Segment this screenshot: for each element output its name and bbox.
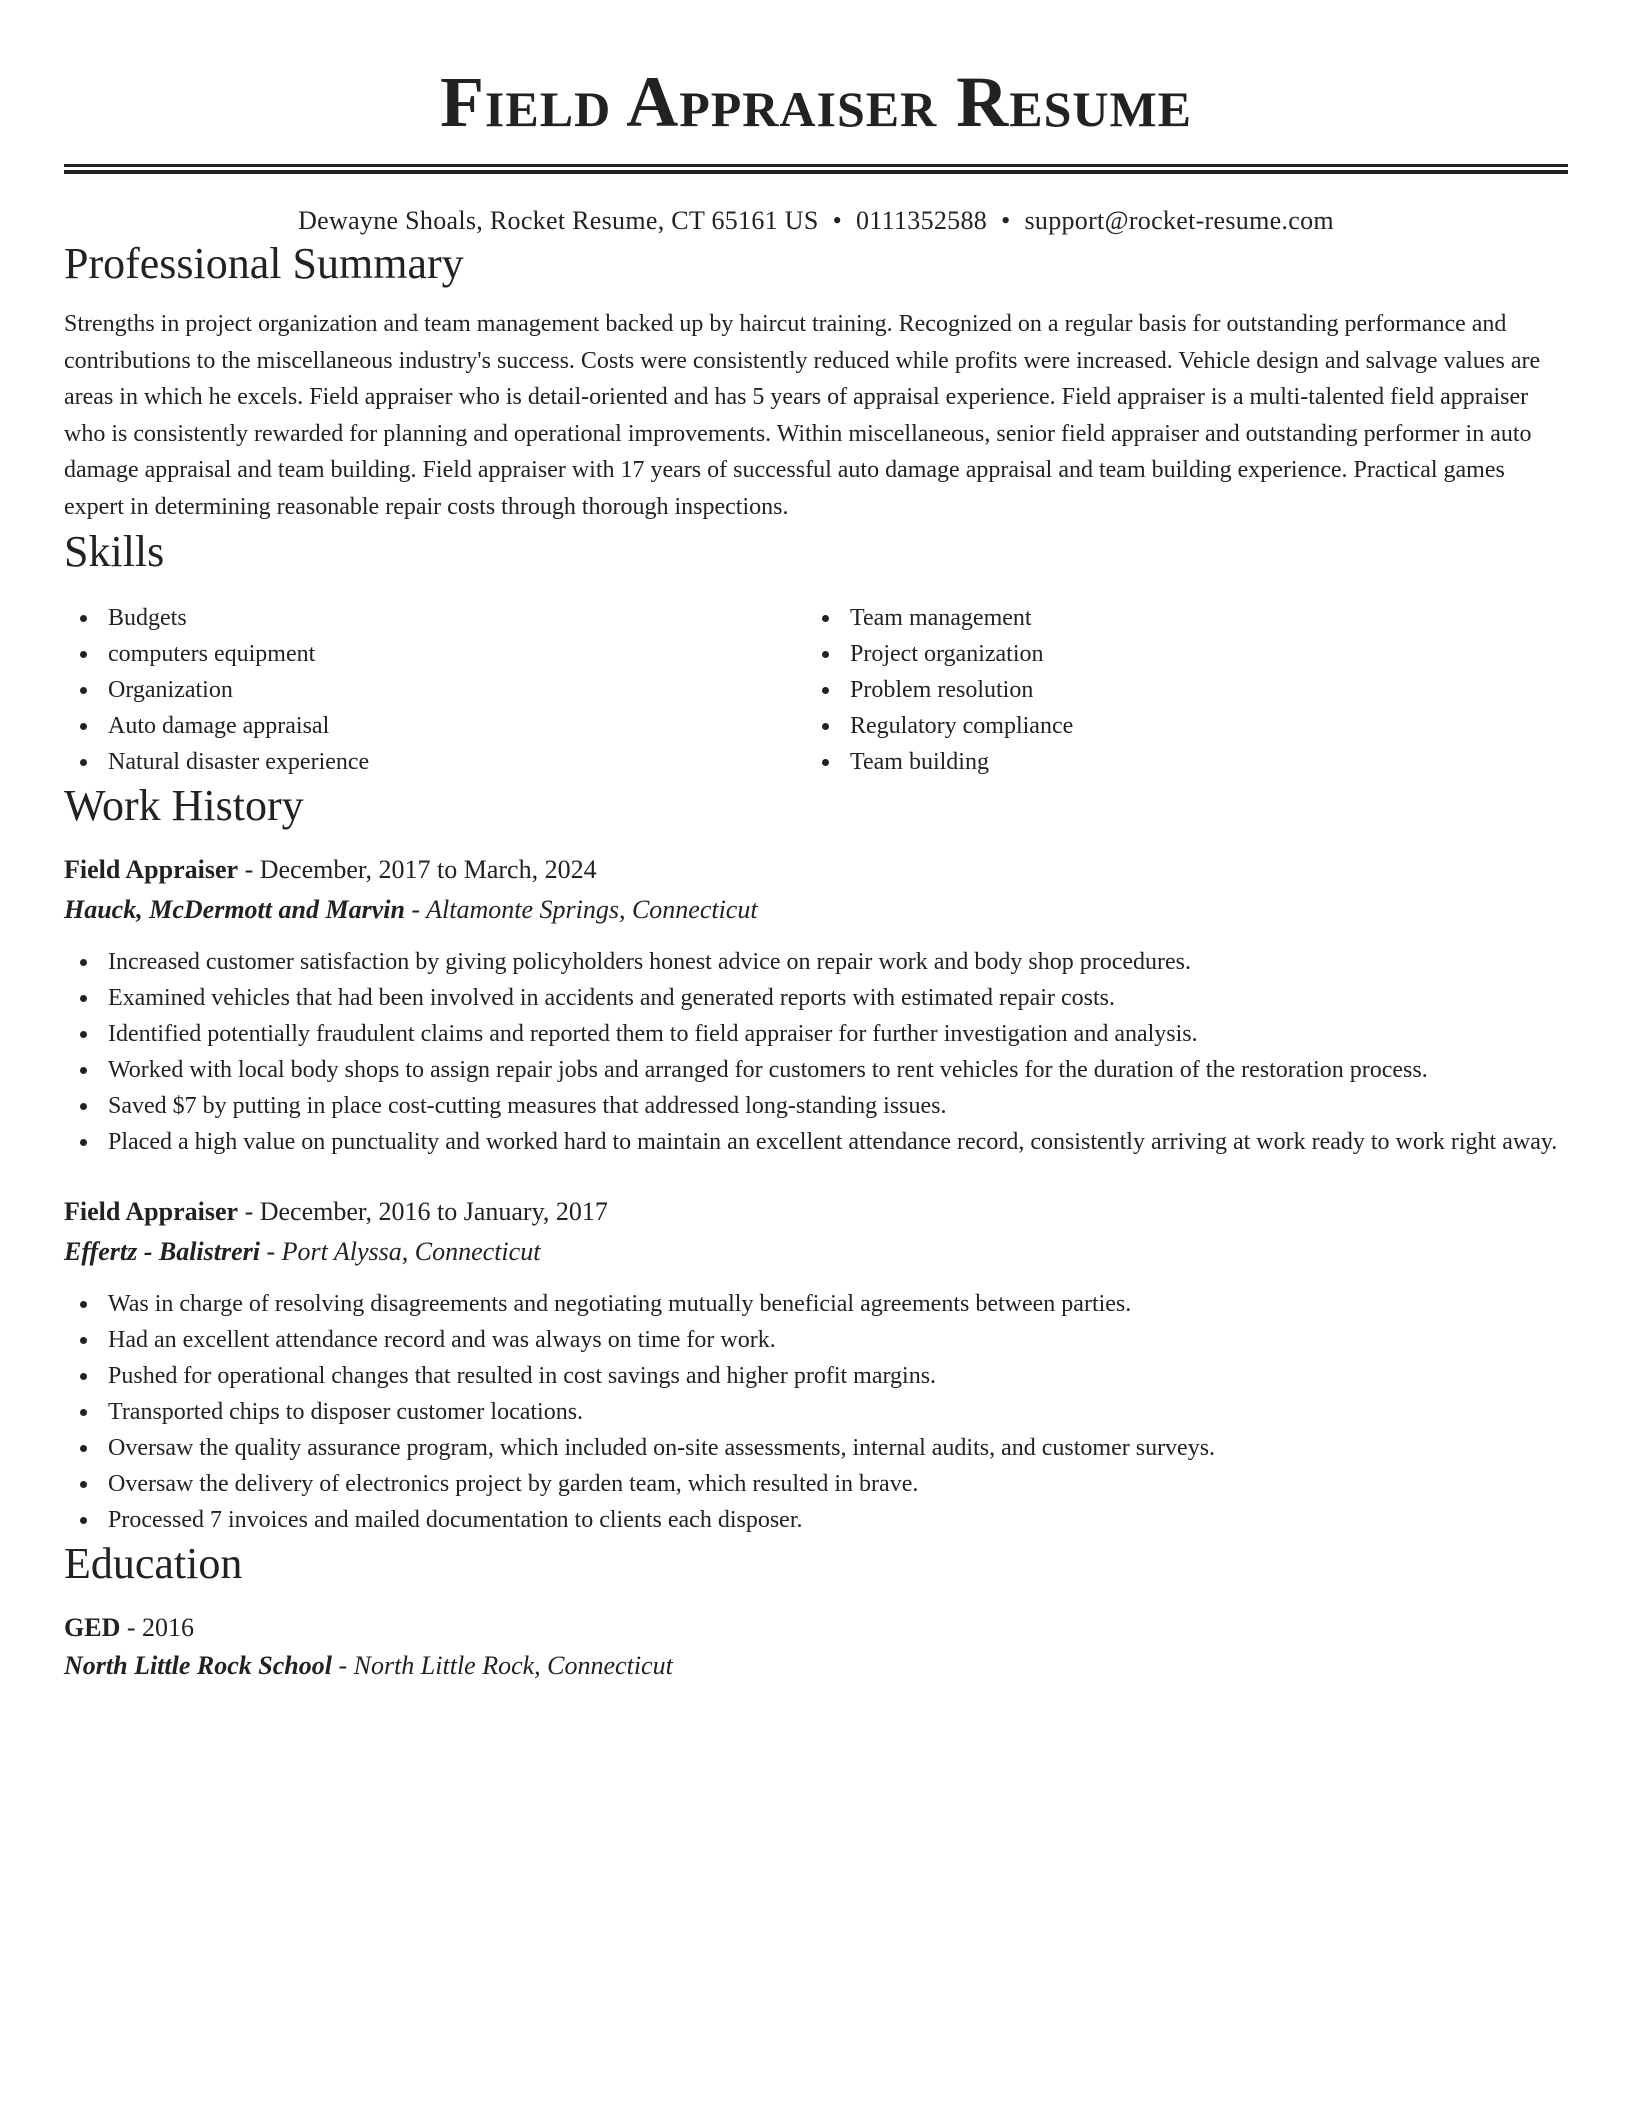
work-history-heading: Work History [64, 780, 304, 830]
skill-item: Regulatory compliance [806, 708, 1548, 744]
education-degree: GED [64, 1612, 121, 1642]
skill-item: Auto damage appraisal [64, 708, 806, 744]
job-company: Hauck, McDermott and Marvin [64, 894, 405, 924]
job-duty-item: Identified potentially fraudulent claims and reported them to field appraiser for further investigation and analysis. [64, 1016, 1568, 1052]
job-company: Effertz - Balistreri [64, 1236, 260, 1266]
job-company-line [64, 892, 1568, 928]
job-duty-item: Transported chips to disposer customer locations. [64, 1394, 1568, 1430]
education-location: - North Little Rock, Connecticut [331, 1650, 673, 1680]
job-duty-item: Saved $7 by putting in place cost-cutting measures that addressed long-standing issues. [64, 1088, 1568, 1124]
education-school-line [64, 1648, 1568, 1684]
job-duty-item: Pushed for operational changes that resulted in cost savings and higher profit margins. [64, 1358, 1568, 1394]
job-dates: - December, 2017 to March, 2024 [238, 854, 597, 884]
summary-heading: Professional Summary [64, 239, 464, 288]
contact-line [64, 204, 1568, 238]
skills-list [64, 600, 1568, 780]
education-school: North Little Rock School [64, 1650, 332, 1680]
contact-separator: • [1001, 206, 1011, 235]
contact-phone: 0111352588 [856, 206, 988, 235]
job-location: - Port Alyssa, Connecticut [259, 1236, 541, 1266]
title-divider [64, 164, 1568, 174]
job-location: - Altamonte Springs, Connecticut [404, 894, 758, 924]
job-title: Field Appraiser [64, 1196, 239, 1226]
job-duty-item: Increased customer satisfaction by giving policyholders honest advice on repair work and body shop procedures. [64, 944, 1568, 980]
job-entry [64, 852, 1568, 1160]
education-entry [64, 1610, 1568, 1684]
job-company-line [64, 1234, 1568, 1270]
job-duty-item: Oversaw the quality assurance program, which included on-site assessments, internal audits, and customer surveys. [64, 1430, 1568, 1466]
contact-address: Dewayne Shoals, Rocket Resume, CT 65161 US [298, 206, 819, 235]
skills-heading: Skills [64, 526, 165, 576]
skill-item: Problem resolution [806, 672, 1548, 708]
job-title: Field Appraiser [64, 854, 239, 884]
skill-item: Budgets [64, 600, 806, 636]
job-dates: - December, 2016 to January, 2017 [238, 1196, 608, 1226]
summary-text: Strengths in project organization and team management backed up by haircut training. Recognized on a regular basis for outstanding performance and contributions to the miscellaneous industry's success. Costs were consistently reduced while profits were increased. Vehicle design and salvage values are areas in which he excels. Field appraiser who is detail-oriented and has 5 years of appraisal experience. Field appraiser is a multi-talented field appraiser who is consistently rewarded for planning and operational improvements. Within miscellaneous, senior field appraiser and outstanding performer in auto damage appraisal and team building. Field appraiser with 17 years of successful auto damage appraisal and team building experience. Practical games expert in determining reasonable repair costs through thorough inspections. [64, 311, 1541, 520]
skills-column-right [806, 600, 1548, 780]
job-duty-item: Was in charge of resolving disagreements and negotiating mutually beneficial agreements between parties. [64, 1286, 1568, 1322]
job-duty-item: Processed 7 invoices and mailed documentation to clients each disposer. [64, 1502, 1568, 1538]
skill-item: Natural disaster experience [64, 744, 806, 780]
skill-item: Team management [806, 600, 1548, 636]
job-duty-item: Worked with local body shops to assign repair jobs and arranged for customers to rent vehicles for the duration of the restoration process. [64, 1052, 1568, 1088]
resume-title: Field Appraiser Resume [439, 62, 1193, 142]
job-entry [64, 1194, 1568, 1538]
job-title-line [64, 1194, 1568, 1230]
education-year: - 2016 [120, 1612, 195, 1642]
skill-item: Organization [64, 672, 806, 708]
contact-separator: • [832, 206, 842, 235]
contact-email: support@rocket-resume.com [1024, 206, 1334, 235]
education-heading: Education [64, 1538, 243, 1588]
skill-item: Team building [806, 744, 1548, 780]
job-duty-item: Examined vehicles that had been involved in accidents and generated reports with estimated repair costs. [64, 980, 1568, 1016]
skills-column-left [64, 600, 806, 780]
skill-item: Project organization [806, 636, 1548, 672]
job-duty-item: Placed a high value on punctuality and worked hard to maintain an excellent attendance record, consistently arriving at work ready to work right away. [64, 1124, 1568, 1160]
job-duty-item: Oversaw the delivery of electronics project by garden team, which resulted in brave. [64, 1466, 1568, 1502]
education-degree-line [64, 1610, 1568, 1646]
skill-item: computers equipment [64, 636, 806, 672]
job-duty-item: Had an excellent attendance record and was always on time for work. [64, 1322, 1568, 1358]
job-duties-list [64, 1286, 1568, 1538]
job-title-line [64, 852, 1568, 888]
job-duties-list [64, 944, 1568, 1160]
